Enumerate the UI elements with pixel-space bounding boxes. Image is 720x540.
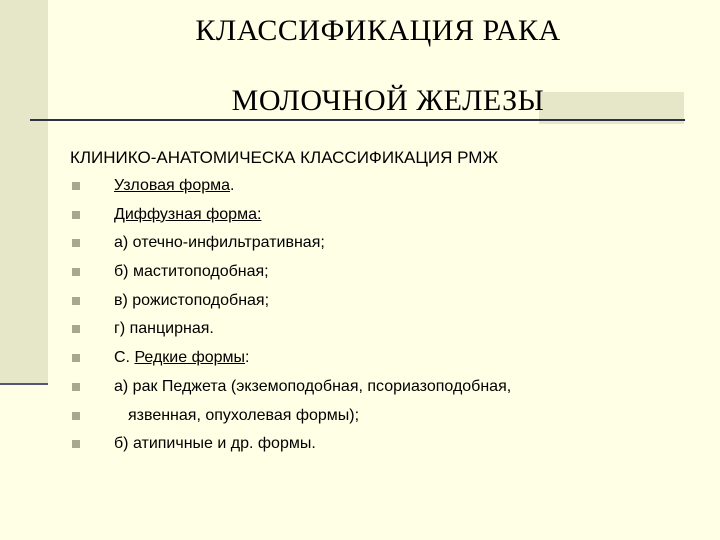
item-text: г) панцирная. xyxy=(114,320,214,338)
item-text: б) маститоподобная; xyxy=(114,263,269,281)
item-prefix: С. xyxy=(114,349,135,367)
item-text: Редкие формы xyxy=(134,349,246,367)
item-suffix: : xyxy=(245,349,250,367)
item-suffix: . xyxy=(230,177,235,194)
square-bullet-icon xyxy=(72,325,80,333)
square-bullet-icon xyxy=(72,239,80,247)
square-bullet-icon xyxy=(72,354,80,362)
section-heading: КЛИНИКО-АНАТОМИЧЕСКА КЛАССИФИКАЦИЯ РМЖ xyxy=(70,148,499,167)
square-bullet-icon xyxy=(72,297,80,305)
square-bullet-icon xyxy=(72,440,80,448)
square-bullet-icon xyxy=(72,383,80,391)
item-text: в) рожистоподобная; xyxy=(114,291,270,309)
title-underline-rule xyxy=(30,119,685,121)
slide-title-line-2: МОЛОЧНОЙ ЖЕЛЕЗЫ xyxy=(231,84,545,117)
item-text: б) атипичные и др. формы. xyxy=(114,435,316,453)
square-bullet-icon xyxy=(72,268,80,276)
square-bullet-icon xyxy=(72,182,80,190)
item-text: Узловая форма xyxy=(114,177,231,194)
square-bullet-icon xyxy=(72,412,80,420)
item-text: а) отечно-инфильтративная; xyxy=(114,234,325,252)
decorative-left-rule xyxy=(0,383,48,385)
item-text: язвенная, опухолевая формы); xyxy=(128,406,360,424)
decorative-left-bar xyxy=(0,0,48,383)
item-text: Диффузная форма: xyxy=(114,205,262,223)
square-bullet-icon xyxy=(72,211,80,219)
slide-title-line-1: КЛАССИФИКАЦИЯ РАКА xyxy=(195,14,561,47)
item-text: а) рак Педжета (экземоподобная, псориазоподобная, xyxy=(114,377,512,395)
